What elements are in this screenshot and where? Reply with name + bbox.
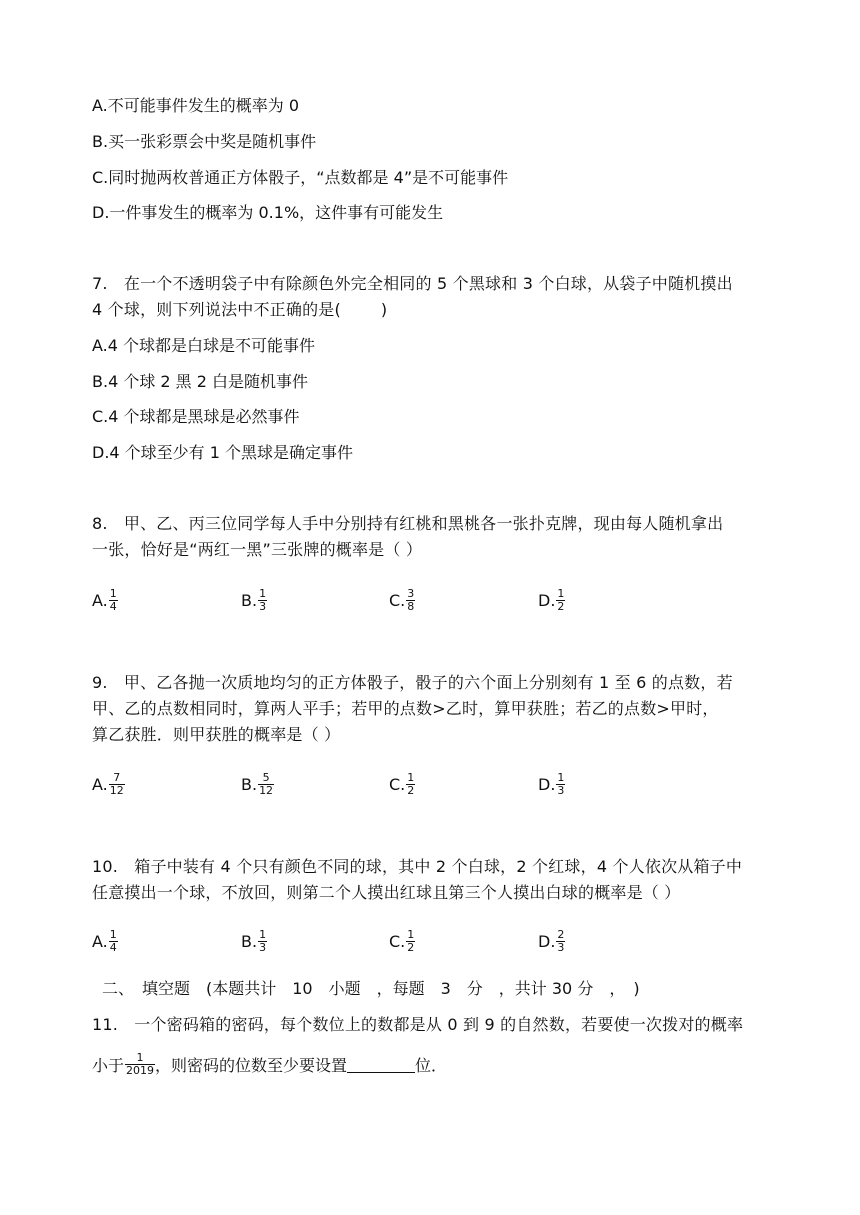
option-letter: D. (538, 774, 556, 794)
q7-close-paren: ) (380, 300, 388, 319)
q9-option-d (538, 764, 565, 804)
denominator: 12 (109, 783, 124, 797)
q7-option-a: A.4 个球都是白球是不可能事件 (92, 336, 316, 355)
q9-option-c (389, 764, 415, 804)
fraction (258, 588, 267, 613)
fraction (109, 772, 125, 797)
option-letter: C. (389, 774, 406, 794)
q7-stem-text: 4 个球，则下列说法中不正确的是( (92, 300, 341, 319)
q9-option-a (92, 764, 125, 804)
q8-option-a (92, 580, 118, 620)
numerator: 1 (109, 927, 117, 941)
numerator: 1 (407, 927, 415, 941)
numerator: 1 (407, 770, 415, 784)
q7-stem-line1: 7. 在一个不透明袋子中有除颜色外完全相同的 5 个黑球和 3 个白球，从袋子中随机摸出 (92, 274, 733, 293)
numerator: 5 (262, 770, 270, 784)
q10-stem-line1: 10. 箱子中装有 4 个只有颜色不同的球，其中 2 个白球，2 个红球，4 个人依次从箱子中 (92, 857, 743, 876)
fraction (406, 929, 415, 954)
numerator: 2 (557, 927, 565, 941)
q7-option-b: B.4 个球 2 黑 2 白是随机事件 (92, 372, 309, 391)
option-letter: C. (389, 590, 406, 610)
fraction (406, 772, 415, 797)
option-letter: B. (241, 590, 258, 610)
numerator: 1 (557, 586, 565, 600)
q11-text-mid: ，则密码的位数至少要设置 (155, 1055, 348, 1075)
q8-stem-line1: 8. 甲、乙、丙三位同学每人手中分别持有红桃和黑桃各一张扑克牌，现由每人随机拿出 (92, 514, 724, 533)
option-letter: C. (389, 931, 406, 951)
q7-option-d: D.4 个球至少有 1 个黑球是确定事件 (92, 443, 354, 462)
option-letter: D. (538, 931, 556, 951)
option-letter: B. (241, 931, 258, 951)
numerator: 1 (259, 586, 267, 600)
q10-option-b (241, 921, 267, 961)
option-letter: B. (241, 774, 258, 794)
q10-option-d (538, 921, 565, 961)
q9-option-b (241, 764, 274, 804)
fraction (556, 929, 565, 954)
q8-stem-line2: 一张，恰好是“两红一黑”三张牌的概率是（ ） (92, 540, 423, 559)
q11-text-pre: 小于 (92, 1055, 125, 1075)
denominator: 3 (259, 940, 267, 954)
q10-stem-line2: 任意摸出一个球，不放回，则第二个人摸出红球且第三个人摸出白球的概率是（ ） (92, 883, 681, 902)
fraction (258, 772, 274, 797)
q8-option-d (538, 580, 565, 620)
q7-option-c: C.4 个球都是黑球是必然事件 (92, 407, 300, 426)
denominator: 3 (557, 940, 565, 954)
q9-stem-line2: 甲、乙的点数相同时，算两人平手；若甲的点数>乙时，算甲获胜；若乙的点数>甲时， (92, 699, 719, 718)
denominator: 2 (557, 599, 565, 613)
option-letter: A. (92, 774, 108, 794)
denominator: 2019 (126, 1063, 155, 1077)
option-letter: A. (92, 931, 108, 951)
option-letter: D. (538, 590, 556, 610)
denominator: 3 (557, 783, 565, 797)
q10-option-c (389, 921, 415, 961)
q6-option-a: A.不可能事件发生的概率为 0 (92, 96, 300, 115)
q11-text-post: 位． (415, 1055, 448, 1075)
denominator: 4 (109, 940, 117, 954)
numerator: 7 (113, 770, 121, 784)
q11-stem-line1: 11. 一个密码箱的密码，每个数位上的数都是从 0 到 9 的自然数，若要使一次拨对的概率 (92, 1015, 744, 1034)
fraction (109, 588, 118, 613)
denominator: 2 (407, 783, 415, 797)
fraction (125, 1052, 155, 1077)
numerator: 3 (407, 586, 415, 600)
q8-option-c (389, 580, 415, 620)
fraction (109, 929, 118, 954)
q10-option-a (92, 921, 118, 961)
q8-option-b (241, 580, 267, 620)
q6-option-b: B.买一张彩票会中奖是随机事件 (92, 132, 317, 151)
numerator: 1 (557, 770, 565, 784)
q6-option-c: C.同时抛两枚普通正方体骰子，“点数都是 4”是不可能事件 (92, 168, 509, 187)
answer-blank[interactable] (347, 1056, 415, 1073)
q9-stem-line3: 算乙获胜．则甲获胜的概率是（ ） (92, 725, 341, 744)
fraction (258, 929, 267, 954)
numerator: 1 (109, 586, 117, 600)
q7-stem-line2 (92, 299, 387, 321)
denominator: 3 (259, 599, 267, 613)
denominator: 2 (407, 940, 415, 954)
fraction (556, 588, 565, 613)
q9-stem-line1: 9. 甲、乙各抛一次质地均匀的正方体骰子，骰子的六个面上分别刻有 1 至 6 的点数，若 (92, 673, 733, 692)
q6-option-d: D.一件事发生的概率为 0.1%，这件事有可能发生 (92, 203, 444, 222)
denominator: 12 (259, 783, 274, 797)
numerator: 1 (259, 927, 267, 941)
fraction (556, 772, 565, 797)
section-heading: 二、 填空题 (本题共计 10 小题 ，每题 3 分 ，共计 30 分 ， ) (102, 979, 640, 998)
fraction (406, 588, 415, 613)
denominator: 8 (407, 599, 415, 613)
denominator: 4 (109, 599, 117, 613)
q11-stem-line2 (92, 1044, 447, 1084)
numerator: 1 (136, 1050, 144, 1064)
option-letter: A. (92, 590, 108, 610)
